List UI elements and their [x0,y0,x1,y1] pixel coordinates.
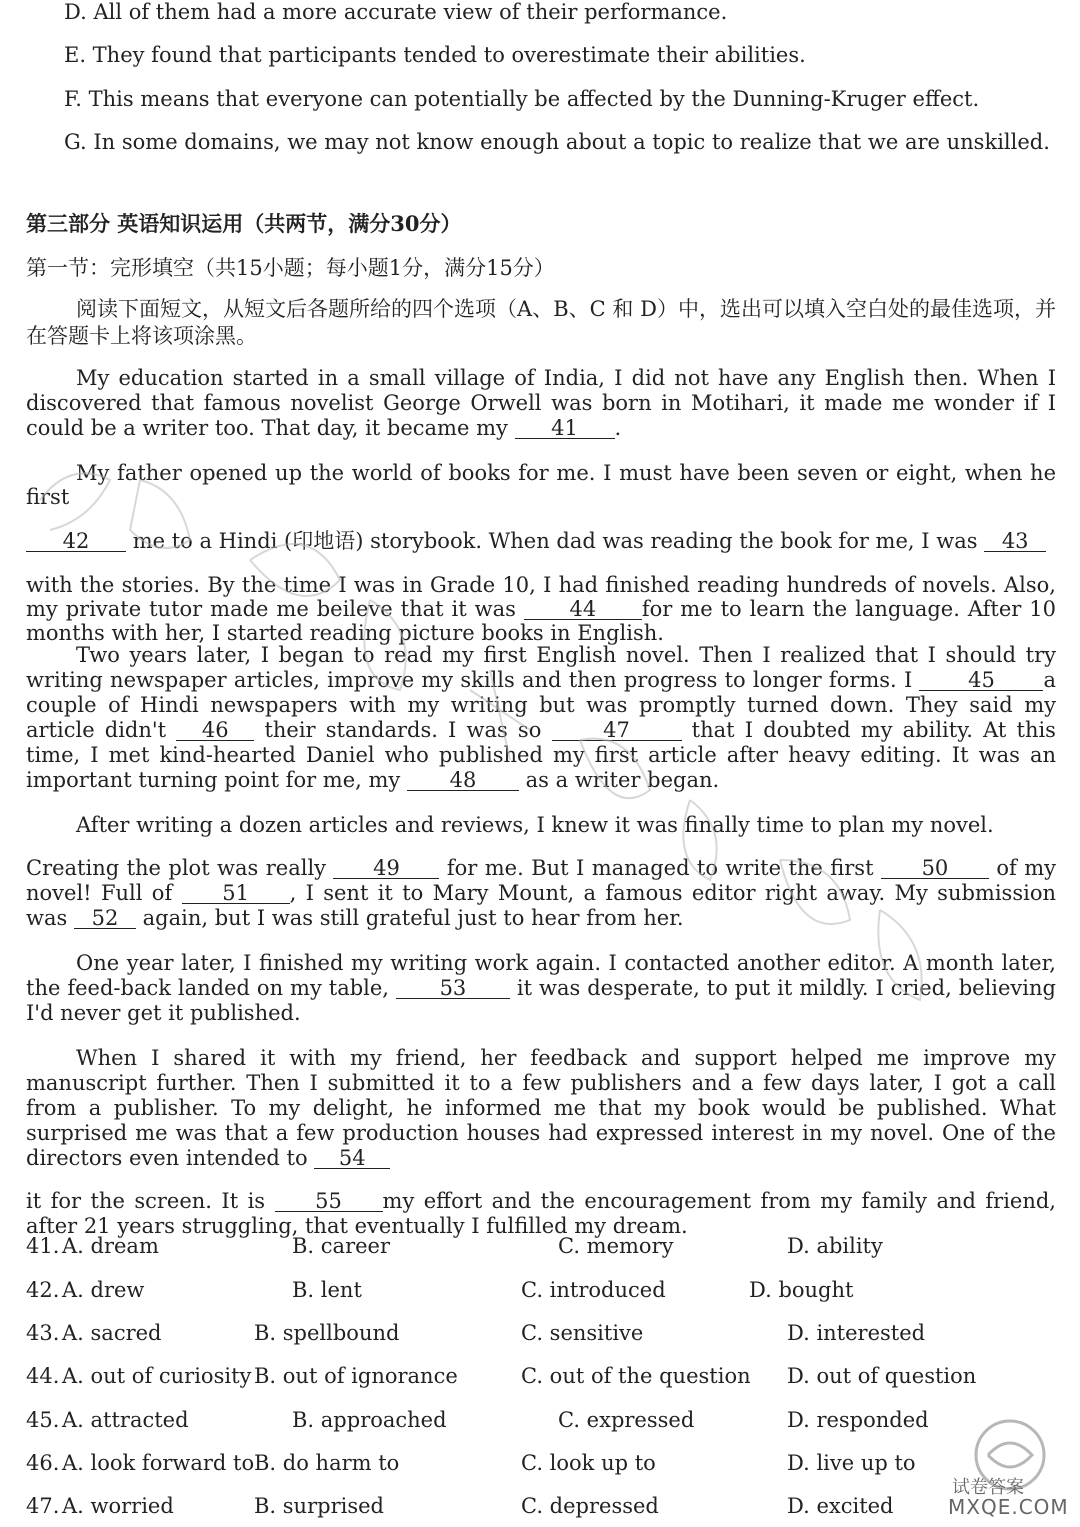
instructions: 阅读下面短文，从短文后各题所给的四个选项（A、B、C 和 D）中，选出可以填入空白处的最佳选项，并在答题卡上将该项涂黑。 [26,297,1056,348]
question-number: 42. [26,1278,60,1302]
option-c: C. introduced [521,1278,666,1302]
option-c: C. sensitive [521,1321,644,1345]
blank-49: 49 [333,858,439,879]
option-d: D. ability [787,1234,883,1258]
blank-54: 54 [314,1148,390,1169]
passage-paragraph-2: My father opened up the world of books for me. I must have been seven or eight, when he first 42 me to a Hindi (印地语) storybook. When dad was reading the book for me, I was 43 with the stories. By the time I was in Grade 10, I had finished reading hundreds of novels. Also, my private tutor made me beileve that it was 44 for me to learn the language. After 10 months with her, I started reading picture books in English. [26,461,1056,645]
question-number: 41. [26,1234,60,1258]
option-d: D. bought [749,1278,854,1302]
option-d: D. live up to [787,1451,916,1475]
question-number: 46. [26,1451,60,1475]
blank-42: 42 [26,531,126,552]
option-b: B. approached [292,1408,447,1432]
option-d: D. interested [787,1321,926,1345]
blank-46: 46 [176,720,254,741]
option-d: D. excited [787,1494,894,1518]
blank-52: 52 [74,908,136,929]
blank-45: 45 [919,670,1043,691]
passage-paragraph-1: My education started in a small village of India, I did not have any English then. When I discovered that famous novelist George Orwell was born in Motihari, it made me wonder if I could be a writer too. That day, it became my 41 . [26,366,1056,440]
blank-41: 41 [515,418,615,439]
passage-paragraph-5: One year later, I finished my writing work again. I contacted another editor. A month later, the feed-back landed on my table, 53 it was desperate, to put it mildly. I cried, believing I'd never get it published. [26,951,1056,1025]
option-b: B. out of ignorance [254,1364,458,1388]
option-d: D. out of question [787,1364,977,1388]
prev-option-g: G. In some domains, we may not know enough about a topic to realize that we are unskilled. [64,130,1050,154]
option-a: A. attracted [62,1408,189,1432]
passage-paragraph-6: When I shared it with my friend, her feedback and support helped me improve my manuscript further. Then I submitted it to a few publishers and a few days later, I got a call from a publisher. To my delight, he informed me that my book would be published. What surprised me was that a few production houses had expressed interest in my novel. One of the directors even intended to 54 it for the screen. It is 55 my effort and the encouragement from my family and friend, after 21 years struggling, that eventually I fulfilled my dream. [26,1046,1056,1238]
option-a: A. drew [62,1278,145,1302]
watermark-caption: 试卷答案 [952,1477,1024,1498]
option-b: B. lent [292,1278,362,1302]
subsection-title: 第一节：完形填空（共15小题；每小题1分，满分15分） [26,256,555,280]
blank-55: 55 [275,1191,383,1212]
blank-43: 43 [984,531,1046,552]
question-number: 47. [26,1494,60,1518]
question-number: 45. [26,1408,60,1432]
question-number: 43. [26,1321,60,1345]
option-a: A. look forward to [62,1451,255,1475]
blank-44: 44 [524,599,642,620]
blank-51: 51 [182,883,290,904]
blank-50: 50 [881,858,989,879]
passage-paragraph-3: Two years later, I began to read my first English novel. Then I realized that I should try writing newspaper articles, improve my skills and then progress to longer forms. I 45 a couple of Hindi newspapers with my writing but was promptly turned down. They said my article didn't 46 their standards. I was so 47 that I doubted my ability. At this time, I met kind-hearted Daniel who published my first article after heavy editing. It was an important turning point for me, my 48 as a writer began. [26,643,1056,792]
option-a: A. dream [62,1234,159,1258]
question-number: 44. [26,1364,60,1388]
option-a: A. out of curiosity [62,1364,252,1388]
option-b: B. career [292,1234,390,1258]
option-a: A. sacred [62,1321,162,1345]
watermark-site: MXQE.COM [948,1495,1069,1519]
option-a: A. worried [62,1494,174,1518]
prev-option-f: F. This means that everyone can potentially be affected by the Dunning-Kruger effect. [64,87,980,111]
option-c: C. look up to [521,1451,656,1475]
passage-paragraph-4: After writing a dozen articles and reviews, I knew it was finally time to plan my novel. Creating the plot was really 49 for me. But I managed to write the first 50 of my novel! Full of 51 , I sent it to Mary Mount, a famous editor right away. My submission was 52 again, but I was still grateful just to hear from her. [26,813,1056,930]
blank-47: 47 [552,720,682,741]
section-title: 第三部分 英语知识运用（共两节，满分30分） [26,211,462,236]
option-c: C. expressed [558,1408,695,1432]
option-b: B. surprised [254,1494,384,1518]
option-b: B. spellbound [254,1321,400,1345]
option-c: C. depressed [521,1494,659,1518]
blank-48: 48 [407,770,519,791]
blank-53: 53 [396,978,510,999]
option-c: C. memory [558,1234,674,1258]
option-d: D. responded [787,1408,929,1432]
prev-option-d: D. All of them had a more accurate view of their performance. [64,0,728,24]
option-c: C. out of the question [521,1364,751,1388]
option-b: B. do harm to [254,1451,400,1475]
prev-option-e: E. They found that participants tended to overestimate their abilities. [64,43,806,67]
